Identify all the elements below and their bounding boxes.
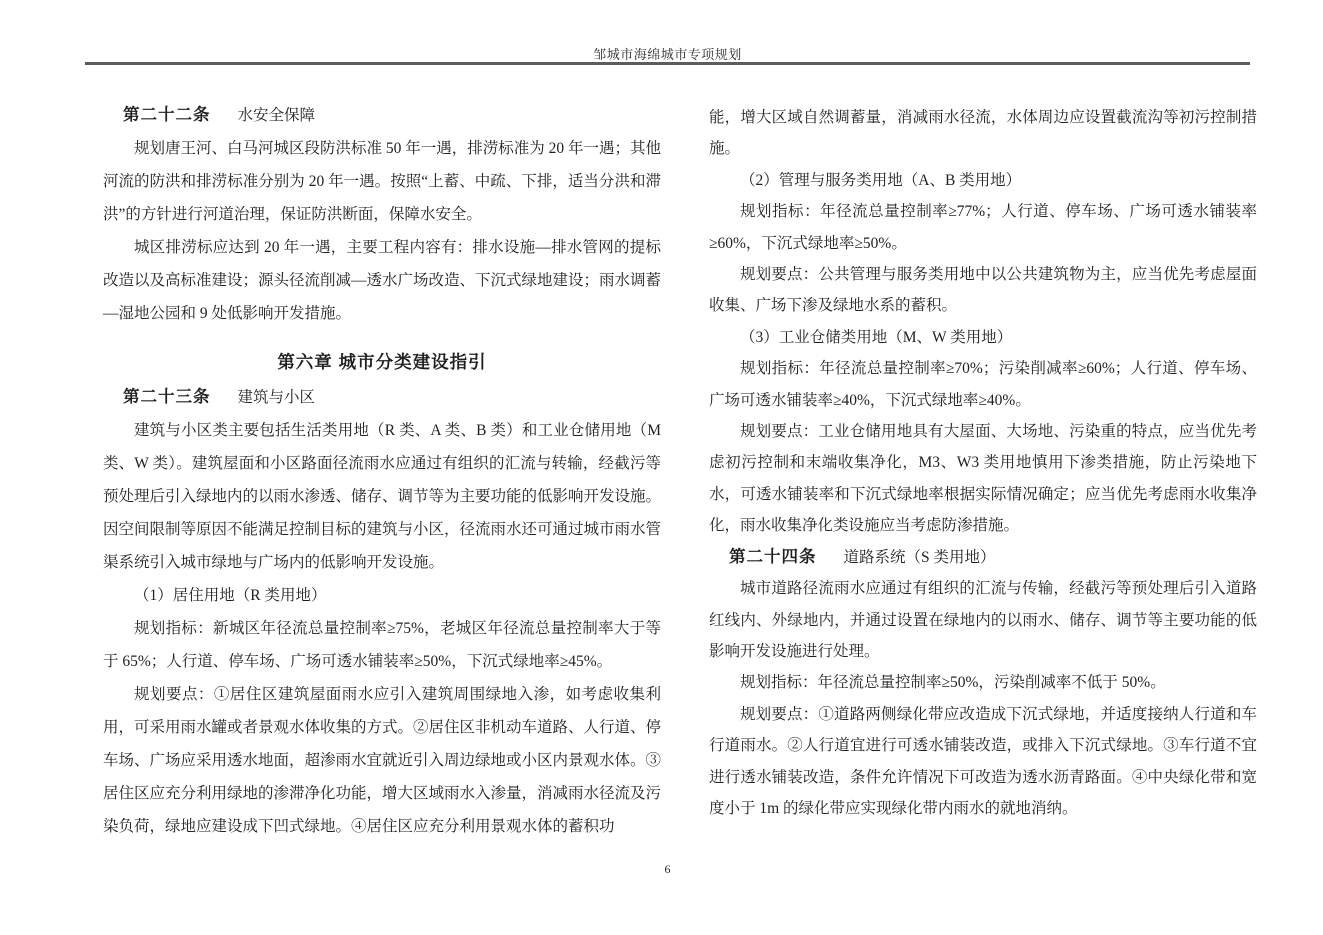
page-number: 6 <box>664 862 671 876</box>
two-column-body <box>103 99 1257 843</box>
left-column <box>103 99 661 843</box>
article-23-title: 建筑与小区 <box>237 389 316 406</box>
page-header-title: 邹城市海绵城市专项规划 <box>593 47 742 62</box>
paragraph-industrial-points: 规划要点：工业仓储用地具有大屋面、大场地、污染重的特点，应当优先考虑初污控制和末端收集净化，M3、W3 类用地慎用下渗类措施，防止污染地下水，可透水铺装率和下沉式绿地率根据实际情况确定；应当优先考虑雨水收集净化，雨水收集净化类设施应当考虑防渗措施。 <box>709 423 1257 535</box>
paragraph-road-system: 城市道路径流雨水应通过有组织的汇流与传输，经截污等预处理后引入道路红线内、外绿地内，并通过设置在绿地内的以雨水、储存、调节等主要功能的低影响开发设施进行处理。 <box>709 580 1257 660</box>
article-22-title: 水安全保障 <box>237 107 316 124</box>
item-residential-land: （1）居住用地（R 类用地） <box>134 587 327 604</box>
right-column <box>709 99 1257 843</box>
chapter-6-heading: 第六章 城市分类建设指引 <box>277 352 487 372</box>
article-22-number: 第二十二条 <box>123 106 211 124</box>
article-24-title: 道路系统（S 类用地） <box>843 548 996 566</box>
paragraph-residential-points-continued: 能，增大区域自然调蓄量，消减雨水径流，水体周边应设置截流沟等初污控制措施。 <box>709 109 1257 158</box>
paragraph-management-points: 规划要点：公共管理与服务类用地中以公共建筑物为主，应当优先考虑屋面收集、广场下渗及绿地水系的蓄积。 <box>709 266 1257 315</box>
article-23-number: 第二十三条 <box>123 388 211 406</box>
header-rule <box>85 62 1250 65</box>
item-industrial-storage-land: （3）工业仓储类用地（M、W 类用地） <box>740 328 1013 346</box>
paragraph-industrial-targets: 规划指标：年径流总量控制率≥70%；污染削减率≥60%；人行道、停车场、广场可透水铺装率≥40%，下沉式绿地率≥40%。 <box>709 360 1257 409</box>
article-23-heading <box>103 381 661 414</box>
paragraph-building-community: 建筑与小区类主要包括生活类用地（R 类、A 类、B 类）和工业仓储用地（M 类、W 类）。建筑屋面和小区路面径流雨水应通过有组织的汇流与转输，经截污等预处理后引入绿地内的以雨水渗透、储存、调节等为主要功能的低影响开发设施。因空间限制等原因不能满足控制目标的建筑与小区，径流雨水还可通过城市雨水管渠系统引入城市绿地与广场内的低影响开发设施。 <box>103 422 662 571</box>
paragraph-drainage-works: 城区排涝标应达到 20 年一遇，主要工程内容有：排水设施—排水管网的提标改造以及高标准建设；源头径流削减—透水广场改造、下沉式绿地建设；雨水调蓄—湿地公园和 9 处低影响开发措施。 <box>103 239 662 322</box>
article-22-heading <box>103 99 661 132</box>
paragraph-management-targets: 规划指标：年径流总量控制率≥77%；人行道、停车场、广场可透水铺装率≥60%，下沉式绿地率≥50%。 <box>709 203 1257 252</box>
page-footer <box>85 862 1250 877</box>
paragraph-residential-targets: 规划指标：新城区年径流总量控制率≥75%，老城区年径流总量控制率大于等于 65%；人行道、停车场、广场可透水铺装率≥50%，下沉式绿地率≥45%。 <box>103 620 661 670</box>
article-24-heading <box>709 542 1257 573</box>
item-management-service-land: （2）管理与服务类用地（A、B 类用地） <box>740 171 1022 189</box>
paragraph-road-targets: 规划指标：年径流总量控制率≥50%，污染削减率不低于 50%。 <box>740 674 1166 692</box>
article-24-number: 第二十四条 <box>729 547 817 566</box>
paragraph-residential-points: 规划要点：①居住区建筑屋面雨水应引入建筑周围绿地入渗，如考虑收集利用，可采用雨水罐或者景观水体收集的方式。②居住区非机动车道路、人行道、停车场、广场应采用透水地面，超渗雨水宜就近引入周边绿地或小区内景观水体。③居住区应充分利用绿地的渗滞净化功能，增大区域雨水入渗量，消减雨水径流及污染负荷，绿地应建设成下凹式绿地。④居住区应充分利用景观水体的蓄积功 <box>103 686 662 835</box>
paragraph-road-points: 规划要点：①道路两侧绿化带应改造成下沉式绿地，并适度接纳人行道和车行道雨水。②人行道宜进行可透水铺装改造，或排入下沉式绿地。③车行道不宜进行透水铺装改造，条件允许情况下可改造为透水沥青路面。④中央绿化带和宽度小于 1m 的绿化带应实现绿化带内雨水的就地消纳。 <box>709 705 1257 817</box>
paragraph-flood-standards: 规划唐王河、白马河城区段防洪标准 50 年一遇，排涝标准为 20 年一遇；其他河流的防洪和排涝标准分别为 20 年一遇。按照“上蓄、中疏、下排，适当分洪和滞洪”的方针进行河道治理，保证防洪断面，保障水安全。 <box>103 140 662 223</box>
